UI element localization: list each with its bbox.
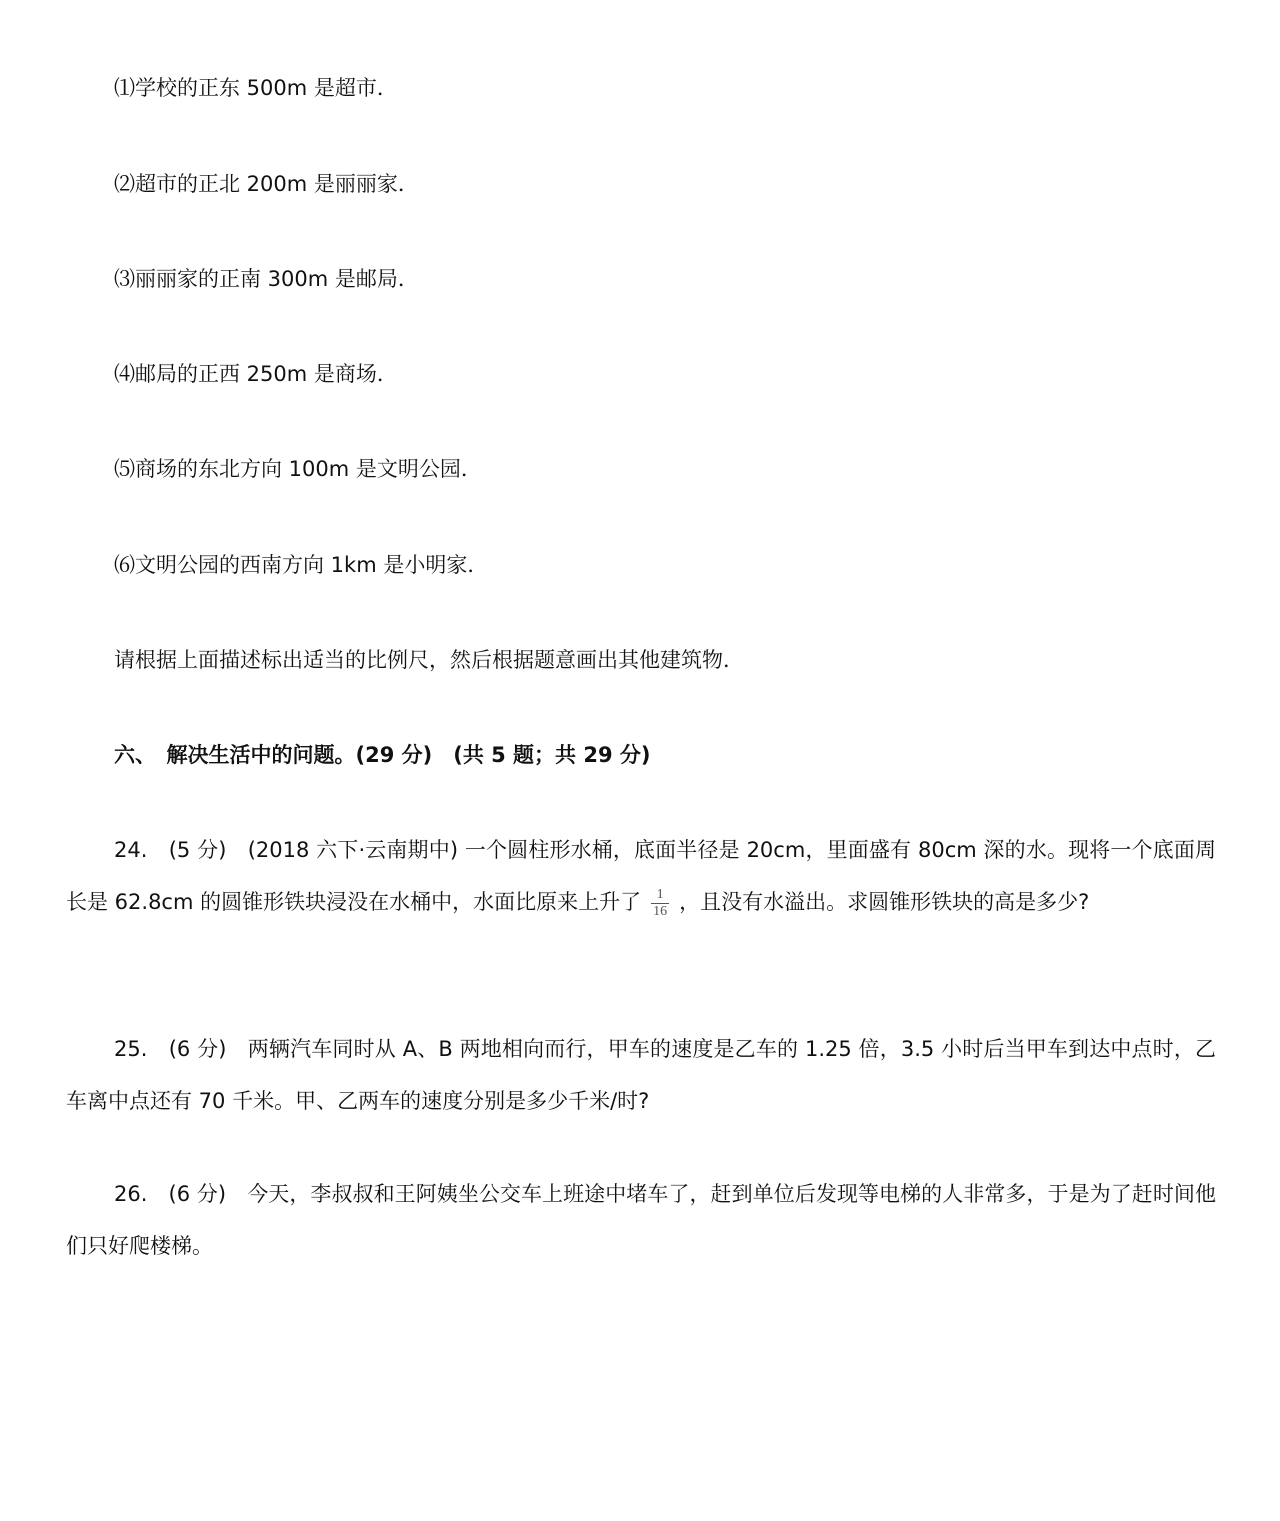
list-item: ⑷邮局的正西 250m 是商场． [114,362,398,386]
section-heading: 六、 解决生活中的问题。(29 分) (共 5 题；共 29 分) [114,743,651,767]
q24-text: 24. (5 分) (2018 六下·云南期中) 一个圆柱形水桶，底面半径是 20cm，里面盛有 80cm 深的水。现将一个底面周长是 62.8cm 的圆锥形铁块浸没在水桶中，水面比原来上升了 [66,838,1216,914]
q24-text-after: ，且没有水溢出。求圆锥形铁块的高是多少? [679,890,1090,914]
list-item: ⑹文明公园的西南方向 1km 是小明家． [114,553,489,577]
instruction-text: 请根据上面描述标出适当的比例尺，然后根据题意画出其他建筑物． [114,648,744,672]
fraction [651,888,669,919]
list-item: ⑸商场的东北方向 100m 是文明公园． [114,457,482,481]
list-item: ⑴学校的正东 500m 是超市． [114,76,398,100]
list-item: ⑶丽丽家的正南 300m 是邮局． [114,267,419,291]
question-25: 25. (6 分) 两辆汽车同时从 A、B 两地相向而行，甲车的速度是乙车的 1.25 倍，3.5 小时后当甲车到达中点时，乙车离中点还有 70 千米。甲、乙两车的速度分别是多少千米/时? [66,1037,1216,1113]
fraction-numerator: 1 [656,886,664,902]
list-item: ⑵超市的正北 200m 是丽丽家． [114,172,419,196]
fraction-denominator: 16 [653,903,668,919]
question-26: 26. (6 分) 今天，李叔叔和王阿姨坐公交车上班途中堵车了，赶到单位后发现等电梯的人非常多，于是为了赶时间他们只好爬楼梯。 [66,1182,1216,1258]
question-24 [66,824,1216,928]
